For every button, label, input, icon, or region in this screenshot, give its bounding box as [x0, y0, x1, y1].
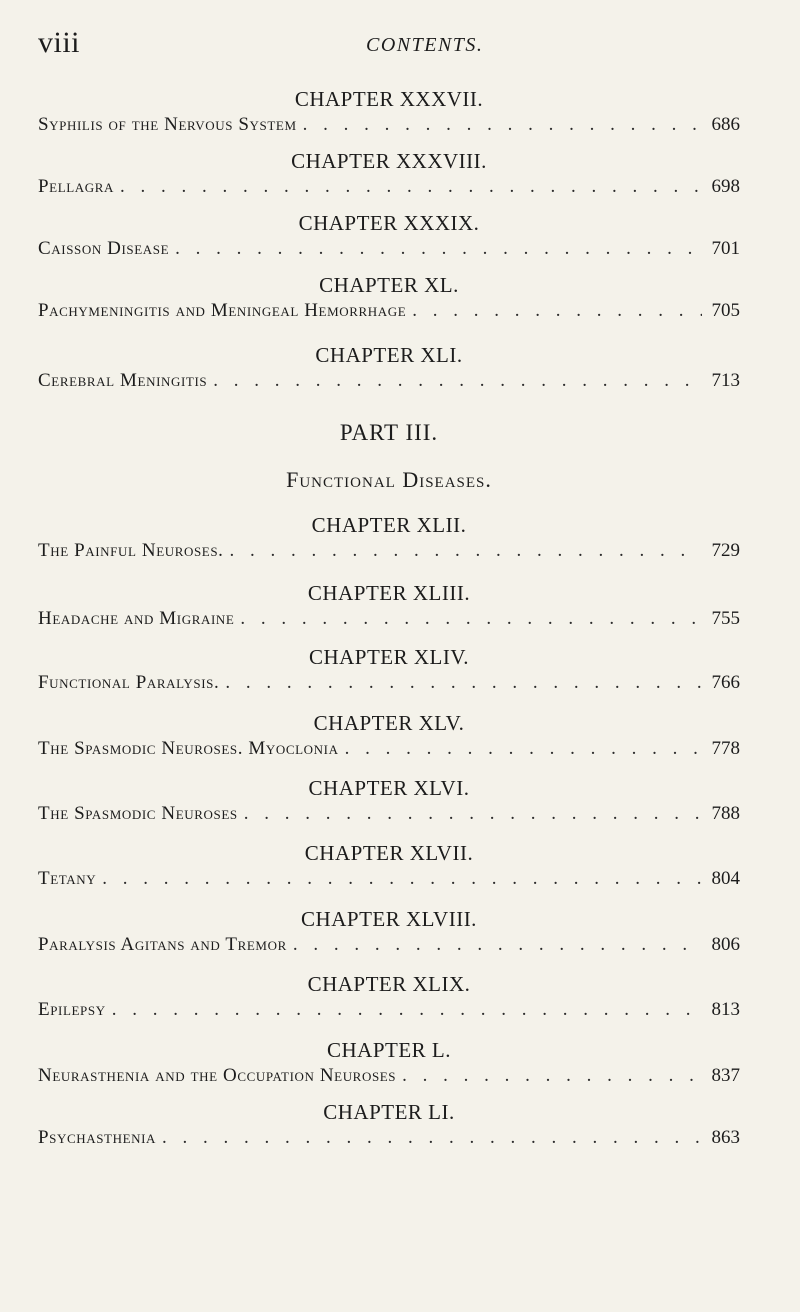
dot-leader — [219, 670, 702, 696]
toc-entry — [38, 272, 740, 324]
entry-title: Tetany — [38, 868, 97, 889]
entry-page: 698 — [711, 176, 740, 197]
toc-entry — [38, 1037, 740, 1089]
toc-line — [38, 236, 740, 262]
dot-leader — [339, 736, 702, 762]
entry-title: Syphilis of the Nervous System — [38, 114, 297, 135]
dot-leader — [238, 801, 702, 827]
chapter-heading: CHAPTER XXXVII. — [294, 87, 484, 111]
entry-page: 705 — [711, 300, 740, 321]
chapter-heading: CHAPTER XXXIX. — [298, 211, 480, 235]
chapter-heading: CHAPTER L. — [326, 1038, 451, 1062]
dot-leader — [287, 932, 702, 958]
entry-page: 806 — [711, 934, 740, 955]
toc-line — [38, 112, 740, 138]
entry-page: 804 — [711, 868, 740, 889]
chapter-heading: CHAPTER XLV. — [313, 711, 465, 735]
toc-line — [38, 298, 740, 324]
toc-entry — [38, 210, 740, 262]
chapter-heading: CHAPTER XLVI. — [308, 776, 470, 800]
entry-title: The Spasmodic Neuroses. Myoclonia — [38, 738, 339, 759]
chapter-heading: CHAPTER XLII. — [311, 513, 467, 537]
entry-page: 686 — [711, 114, 740, 135]
dot-leader — [156, 1125, 702, 1151]
dot-leader — [96, 866, 702, 892]
chapter-heading: CHAPTER XL. — [319, 273, 459, 297]
toc-entry — [38, 342, 740, 394]
entry-page: 729 — [711, 540, 740, 561]
entry-title: Caisson Disease — [38, 238, 170, 259]
dot-leader — [224, 538, 702, 564]
page-number: viii — [38, 26, 81, 59]
toc-entry — [38, 775, 740, 827]
toc-line — [38, 932, 740, 958]
chapter-heading: CHAPTER XLVII. — [304, 841, 474, 865]
entry-title: Cerebral Meningitis — [38, 370, 208, 391]
entry-title: Pachymeningitis and Meningeal Hemorrhage — [38, 300, 407, 321]
dot-leader — [106, 997, 702, 1023]
entry-page: 766 — [711, 672, 740, 693]
dot-leader — [234, 606, 702, 632]
chapter-heading: CHAPTER XLIII. — [307, 581, 471, 605]
toc-line — [38, 801, 740, 827]
dot-leader — [207, 368, 702, 394]
part-subtitle: Functional Diseases. — [286, 467, 492, 492]
chapter-heading: CHAPTER XXXVIII. — [291, 149, 487, 173]
chapter-heading: CHAPTER XLIX. — [307, 972, 471, 996]
entry-title: Epilepsy — [38, 999, 106, 1020]
toc-line — [38, 736, 740, 762]
chapter-heading: CHAPTER LI. — [323, 1100, 455, 1124]
entry-title: Headache and Migraine — [38, 608, 235, 629]
entry-title: The Spasmodic Neuroses — [38, 803, 238, 824]
toc-line — [38, 174, 740, 200]
dot-leader — [396, 1063, 702, 1089]
toc-entry — [38, 906, 740, 958]
toc-line — [38, 866, 740, 892]
chapter-heading: CHAPTER XLIV. — [308, 645, 470, 669]
chapter-heading: CHAPTER XLVIII. — [301, 907, 477, 931]
running-head — [38, 26, 738, 66]
dot-leader — [297, 112, 702, 138]
running-title: CONTENTS. — [366, 34, 484, 56]
toc-line — [38, 997, 740, 1023]
entry-title: The Painful Neuroses. — [38, 540, 224, 561]
toc-entry — [38, 148, 740, 200]
entry-page: 755 — [711, 608, 740, 629]
entry-page: 788 — [711, 803, 740, 824]
entry-page: 701 — [711, 238, 740, 259]
toc-entry — [38, 86, 740, 138]
toc-line — [38, 670, 740, 696]
entry-page: 813 — [711, 999, 740, 1020]
toc-entry — [38, 580, 740, 632]
toc-line — [38, 538, 740, 564]
toc-entry — [38, 710, 740, 762]
dot-leader — [169, 236, 702, 262]
entry-title: Neurasthenia and the Occupation Neuroses — [38, 1065, 397, 1086]
entry-page: 863 — [711, 1127, 740, 1148]
part-heading: PART III. — [339, 420, 439, 445]
toc-entry — [38, 1099, 740, 1151]
entry-title: Pellagra — [38, 176, 115, 197]
dot-leader — [406, 298, 702, 324]
toc-entry — [38, 840, 740, 892]
entry-title: Paralysis Agitans and Tremor — [38, 934, 287, 955]
entry-page: 778 — [711, 738, 740, 759]
dot-leader — [114, 174, 702, 200]
entry-title: Functional Paralysis. — [38, 672, 220, 693]
entry-title: Psychasthenia — [38, 1127, 157, 1148]
toc-entry — [38, 512, 740, 564]
toc-line — [38, 368, 740, 394]
entry-page: 837 — [711, 1065, 740, 1086]
chapter-heading: CHAPTER XLI. — [315, 343, 463, 367]
toc-line — [38, 606, 740, 632]
toc-entry — [38, 971, 740, 1023]
entry-page: 713 — [711, 370, 740, 391]
toc-line — [38, 1125, 740, 1151]
toc-entry — [38, 644, 740, 696]
toc-line — [38, 1063, 740, 1089]
